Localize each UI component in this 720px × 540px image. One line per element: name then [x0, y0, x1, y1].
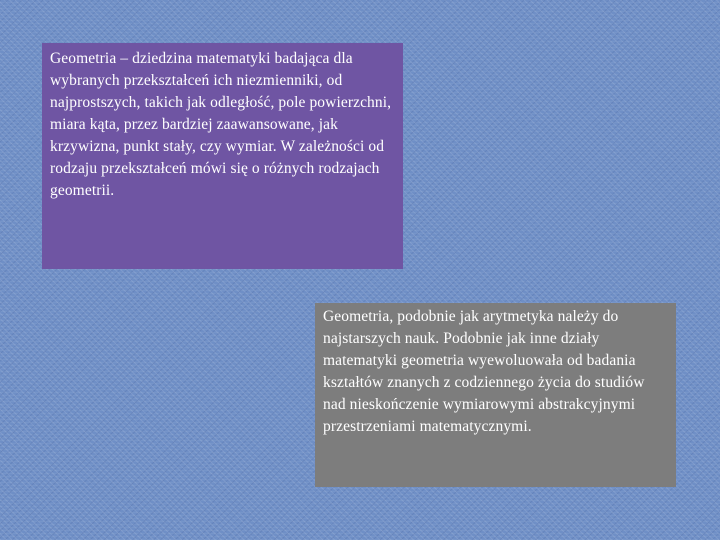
definition-text: Geometria – dziedzina matematyki badająca dla wybranych przekształceń ich niezmienniki, od najprostszych, takich jak odległość, pole powierzchni, miara kąta, przez bardziej zaawansowane, jak krzywizna, punkt stały, czy wymiar. W zależności od rodzaju przekształceń mówi się o różnych rodzajach geometrii. — [50, 50, 392, 199]
history-text-box — [315, 303, 676, 487]
history-text: Geometria, podobnie jak arytmetyka należy do najstarszych nauk. Podobnie jak inne działy matematyki geometria wyewoluowała od badania kształtów znanych z codziennego życia do studiów nad nieskończenie wymiarowymi abstrakcyjnymi przestrzeniami matematycznymi. — [323, 308, 645, 435]
definition-text-box — [42, 43, 403, 269]
